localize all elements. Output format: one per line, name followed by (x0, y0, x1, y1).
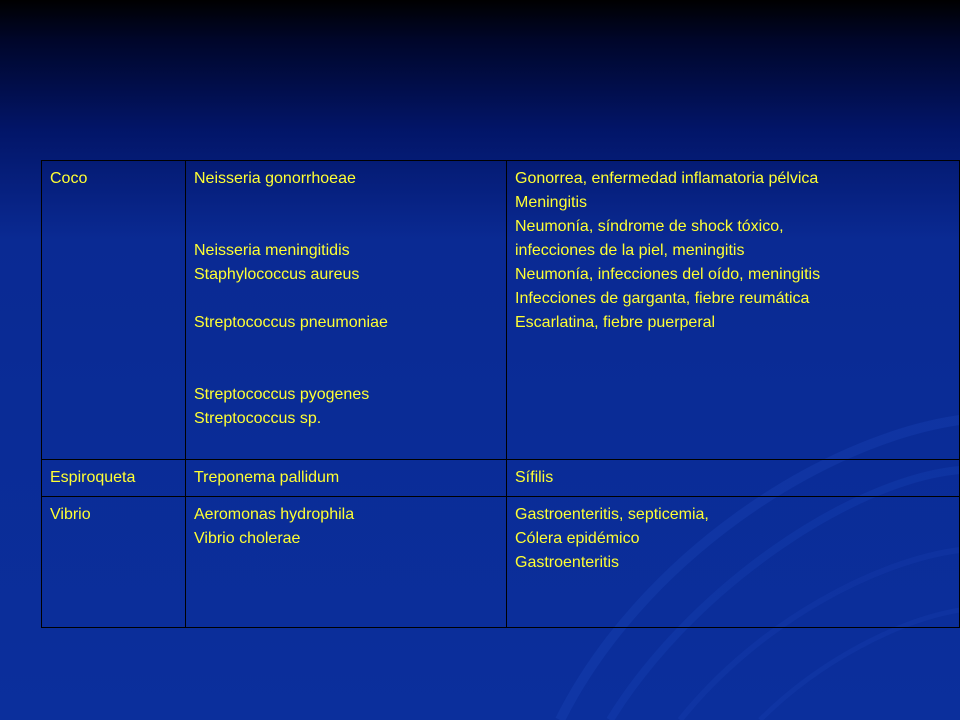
table-row (42, 497, 960, 628)
morphology-text: Espiroqueta (50, 469, 136, 486)
species-line (194, 191, 506, 215)
morphology-text: Vibrio (50, 506, 91, 523)
species-line (194, 335, 506, 359)
species-line: Neisseria gonorrhoeae (194, 170, 356, 187)
species-line: Vibrio cholerae (194, 530, 301, 547)
diseases-cell (507, 497, 960, 628)
disease-line: Gastroenteritis (515, 554, 620, 571)
morphology-cell (42, 460, 186, 497)
species-line: Treponema pallidum (194, 469, 340, 486)
disease-line: Cólera epidémico (515, 530, 640, 547)
diseases-cell (507, 460, 960, 497)
disease-line: Neumonía, síndrome de shock tóxico, (515, 218, 784, 235)
morphology-cell (42, 497, 186, 628)
table-row (42, 161, 960, 460)
disease-line: Meningitis (515, 194, 588, 211)
species-line: Streptococcus pyogenes (194, 386, 370, 403)
disease-line: infecciones de la piel, meningitis (515, 242, 745, 259)
table-row (42, 460, 960, 497)
disease-line: Sífilis (515, 469, 554, 486)
morphology-text: Coco (50, 170, 88, 187)
bacteria-table (41, 160, 960, 628)
morphology-cell (42, 161, 186, 460)
diseases-cell (507, 161, 960, 460)
species-line (194, 215, 506, 239)
disease-line: Infecciones de garganta, fiebre reumática (515, 290, 810, 307)
species-line: Neisseria meningitidis (194, 242, 350, 259)
disease-line: Neumonía, infecciones del oído, meningitis (515, 266, 821, 283)
species-line (194, 359, 506, 383)
species-cell (186, 161, 507, 460)
disease-line: Gastroenteritis, septicemia, (515, 506, 709, 523)
species-line: Aeromonas hydrophila (194, 506, 355, 523)
species-line (194, 287, 506, 311)
species-cell (186, 460, 507, 497)
species-cell (186, 497, 507, 628)
disease-line: Escarlatina, fiebre puerperal (515, 314, 716, 331)
species-line: Staphylococcus aureus (194, 266, 360, 283)
species-line: Streptococcus pneumoniae (194, 314, 388, 331)
disease-line: Gonorrea, enfermedad inflamatoria pélvica (515, 170, 819, 187)
species-line: Streptococcus sp. (194, 410, 322, 427)
